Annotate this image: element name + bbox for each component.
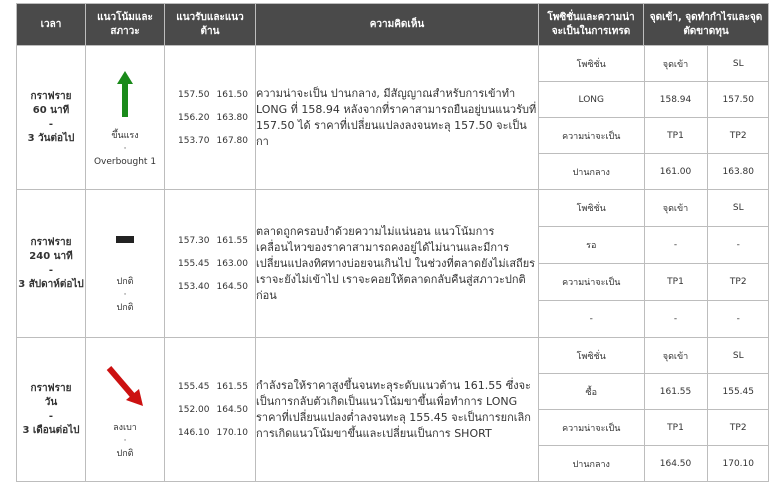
position-cell-value: TP2 (707, 118, 769, 154)
support-value: 157.30 (178, 235, 210, 246)
timeframe-cell (17, 46, 86, 190)
header-row (17, 4, 769, 46)
timeframe-separator: - (48, 118, 54, 130)
timeframe-horizon: 3 วันต่อไป (27, 132, 75, 144)
resistance-value: 161.55 (216, 235, 248, 246)
trend-label: ปกติ (116, 277, 134, 287)
support-value: 156.20 (178, 112, 210, 123)
timeframe-cell (17, 190, 86, 338)
position-cell-value: - (644, 301, 707, 338)
resistance-value: 164.50 (216, 404, 248, 415)
position-row (539, 227, 769, 264)
table-row (17, 338, 769, 482)
position-row (539, 154, 769, 190)
timeframe-title: กราฟราย (30, 236, 72, 248)
trend-icon-wrap (86, 212, 164, 272)
position-row (539, 374, 769, 410)
position-cell-value: 157.50 (707, 82, 769, 118)
position-cell-value: TP1 (644, 410, 707, 446)
position-row (539, 446, 769, 482)
position-row (539, 264, 769, 301)
signals-table (16, 3, 769, 482)
position-cell-value: SL (707, 338, 769, 374)
position-row (539, 410, 769, 446)
header-targets: จุดเข้า, จุดทำกำไรและจุดตัดขาดทุน (644, 4, 769, 46)
position-cell-value: รอ (539, 227, 644, 264)
arrow-down-right-icon (106, 365, 144, 412)
resistance-value: 161.55 (216, 381, 248, 392)
trend-icon-wrap (86, 358, 164, 418)
position-cell-value: ซื้อ (539, 374, 644, 410)
trend-label: ขึ้นแรง (111, 131, 139, 141)
position-cell-value: จุดเข้า (644, 190, 707, 227)
levels-cell (165, 190, 256, 338)
position-cell-value: - (644, 227, 707, 264)
support-value: 157.50 (178, 89, 210, 100)
timeframe-separator: - (48, 264, 54, 276)
header-trend: แนวโน้มและสภาวะ (86, 4, 165, 46)
trend-state: ปกติ (116, 449, 134, 459)
support-value: 155.45 (178, 258, 210, 269)
trend-state: Overbought 1 (93, 157, 157, 167)
timeframe-cell (17, 338, 86, 482)
position-cell-value: ความน่าจะเป็น (539, 410, 644, 446)
position-table (539, 46, 769, 189)
position-cell-value: โพซิชั่น (539, 338, 644, 374)
position-cell-value: LONG (539, 82, 644, 118)
level-pair (165, 255, 255, 272)
position-cell-value: TP1 (644, 264, 707, 301)
trend-cell (86, 190, 165, 338)
timeframe-title: กราฟราย (30, 382, 72, 394)
header-time: เวลา (17, 4, 86, 46)
timeframe-horizon: 3 สัปดาห์ต่อไป (18, 278, 84, 290)
position-row (539, 301, 769, 338)
trend-cell (86, 338, 165, 482)
header-levels: แนวรับและแนวต้าน (165, 4, 256, 46)
position-cell-value: ปานกลาง (539, 446, 644, 482)
level-pair (165, 132, 255, 149)
table-row (17, 46, 769, 190)
flat-dash-icon (116, 236, 134, 249)
position-row (539, 190, 769, 227)
comment-cell: ตลาดถูกครอบงำด้วยความไม่แน่นอน แนวโน้มการเคลื่อนไหวของราคาสามารถคงอยู่ได้ไม่นานและมีการเปลี่ยนแปลงทิศทางบ่อยจนเกินไป ในช่วงที่ตลาดยังไม่เสถียรเราจะยังไม่เข้าไป เราจะคอยให้ตลาดกลับคืนสู่สภาวะปกติก่อน (256, 190, 539, 338)
position-cell-value: โพซิชั่น (539, 190, 644, 227)
level-pair (165, 424, 255, 441)
position-cell-value: จุดเข้า (644, 46, 707, 82)
position-cell-value: TP1 (644, 118, 707, 154)
position-cell (539, 46, 769, 190)
position-row (539, 46, 769, 82)
resistance-value: 161.50 (216, 89, 248, 100)
levels-cell (165, 338, 256, 482)
position-cell-value: SL (707, 46, 769, 82)
position-cell-value: จุดเข้า (644, 338, 707, 374)
support-value: 146.10 (178, 427, 210, 438)
comment-cell: กำลังรอให้ราคาสูงขึ้นจนทะลุระดับแนวต้าน 161.55 ซึ่งจะเป็นการกลับตัวเกิดเป็นแนวโน้มขาขึ้นเพื่อทำการ LONG ราคาที่เปลี่ยนแปลงต่ำลงจนทะลุ 155.45 จะเป็นการยกเลิกการเกิดแนวโน้มขาขึ้นและเปลี่ยนเป็นการ SHORT (256, 338, 539, 482)
timeframe-horizon: 3 เดือนต่อไป (22, 424, 80, 436)
position-cell-value: ปานกลาง (539, 154, 644, 190)
timeframe-period: 60 นาที (32, 104, 70, 116)
position-cell-value: ความน่าจะเป็น (539, 118, 644, 154)
position-row (539, 338, 769, 374)
trend-icon-wrap (86, 66, 164, 126)
level-pair (165, 278, 255, 295)
trend-separator: · (123, 144, 127, 154)
position-cell-value: 161.55 (644, 374, 707, 410)
position-cell-value: - (736, 314, 740, 324)
support-value: 152.00 (178, 404, 210, 415)
level-pair (165, 401, 255, 418)
trend-label: ลงเบา (113, 423, 137, 433)
position-cell (539, 190, 769, 338)
level-pair (165, 86, 255, 103)
resistance-value: 164.50 (216, 281, 248, 292)
position-row (539, 82, 769, 118)
header-position: โพซิชั่นและความน่าจะเป็นในการเทรด (539, 4, 644, 46)
position-table (539, 190, 769, 337)
level-pair (165, 109, 255, 126)
position-cell-value: 170.10 (722, 458, 754, 469)
position-table (539, 338, 769, 481)
position-row (539, 118, 769, 154)
position-cell (539, 338, 769, 482)
position-cell-value: 164.50 (644, 446, 707, 482)
trend-cell (86, 46, 165, 190)
trend-separator: · (123, 290, 127, 300)
position-cell-value: TP2 (707, 410, 769, 446)
support-value: 153.40 (178, 281, 210, 292)
level-pair (165, 232, 255, 249)
resistance-value: 170.10 (216, 427, 248, 438)
trend-separator: · (123, 436, 127, 446)
position-cell-value: TP2 (707, 264, 769, 301)
position-cell-value: SL (707, 190, 769, 227)
position-cell-value: - (707, 227, 769, 264)
resistance-value: 163.00 (216, 258, 248, 269)
position-cell-value: โพซิชั่น (539, 46, 644, 82)
timeframe-period: 240 นาที (29, 250, 73, 262)
comment-cell: ความน่าจะเป็น ปานกลาง, มีสัญญาณสำหรับการเข้าทำ LONG ที่ 158.94 หลังจากที่ราคาสามารถยืนอยู่บนแนวรับที่ 157.50 ได้ ราคาที่เปลี่ยนแปลงลงจนทะลุ 157.50 จะเป็นกา (256, 46, 539, 190)
position-cell-value: 158.94 (644, 82, 707, 118)
support-value: 155.45 (178, 381, 210, 392)
position-cell-value: 161.00 (644, 154, 707, 190)
table-row (17, 190, 769, 338)
resistance-value: 167.80 (216, 135, 248, 146)
position-cell-value: 155.45 (707, 374, 769, 410)
position-cell-value: 163.80 (722, 166, 754, 177)
header-comment: ความคิดเห็น (256, 4, 539, 46)
resistance-value: 163.80 (216, 112, 248, 123)
support-value: 153.70 (178, 135, 210, 146)
timeframe-period: วัน (44, 396, 58, 408)
levels-cell (165, 46, 256, 190)
timeframe-separator: - (48, 410, 54, 422)
level-pair (165, 378, 255, 395)
position-cell-value: - (539, 301, 644, 338)
position-cell-value: ความน่าจะเป็น (539, 264, 644, 301)
timeframe-title: กราฟราย (30, 90, 72, 102)
trend-state: ปกติ (116, 303, 134, 313)
arrow-up-icon (117, 71, 133, 122)
